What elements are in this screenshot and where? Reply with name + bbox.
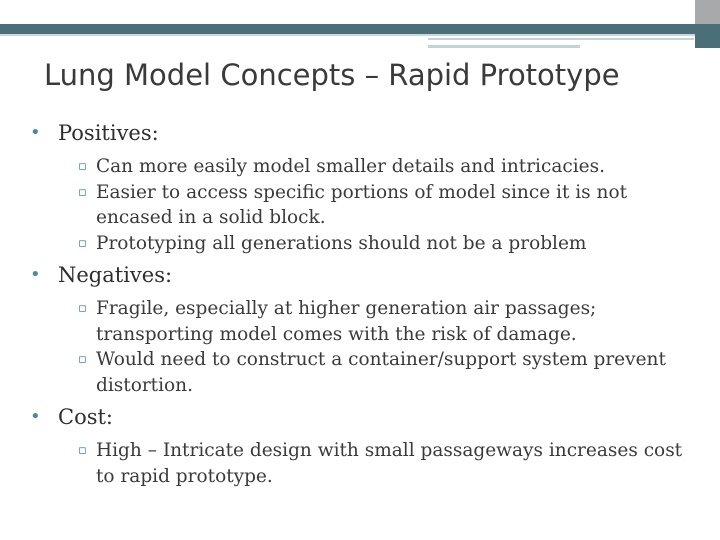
square-bullet-icon: ▫: [78, 443, 87, 458]
list-item-text: Fragile, especially at higher generation air passages; transporting model comes with the risk of damage.: [96, 298, 597, 345]
list-item: [28, 438, 688, 489]
list-item-text: High – Intricate design with small passageways increases cost to rapid prototype.: [96, 440, 683, 487]
section-heading: Cost:: [58, 405, 114, 429]
list-item-text: Easier to access specific portions of model since it is not encased in a solid block.: [96, 181, 628, 228]
list-item: [28, 347, 688, 398]
square-bullet-icon: ▫: [78, 352, 87, 367]
bullet-positives: [28, 120, 688, 146]
list-item-text: Would need to construct a container/support system prevent distortion.: [96, 349, 666, 396]
square-bullet-icon: ▫: [78, 301, 87, 316]
list-item: [28, 154, 688, 180]
sub-list-negatives: [28, 296, 688, 398]
square-bullet-icon: ▫: [78, 235, 87, 251]
bullet-negatives: [28, 262, 688, 288]
square-bullet-icon: ▫: [78, 184, 87, 200]
square-bullet-icon: ▫: [78, 159, 87, 174]
list-item: [28, 231, 688, 257]
header-band: [0, 24, 720, 34]
list-item: [28, 180, 688, 231]
section-heading: Positives:: [58, 121, 159, 145]
bullet-dot-icon: •: [30, 264, 41, 285]
slide-content: [28, 120, 688, 495]
sub-list-positives: [28, 154, 688, 256]
list-item-text: Prototyping all generations should not be a problem: [96, 232, 587, 254]
corner-block-teal: [695, 24, 720, 48]
bullet-cost: [28, 404, 688, 430]
bullet-dot-icon: •: [30, 122, 41, 143]
bullet-dot-icon: •: [30, 406, 41, 427]
header-band-highlight: [0, 34, 720, 36]
section-heading: Negatives:: [58, 263, 173, 287]
list-item: [28, 296, 688, 347]
accent-line: [428, 38, 694, 40]
corner-block-gray: [695, 0, 720, 24]
accent-line-short: [428, 45, 580, 48]
list-item-text: Can more easily model smaller details and intricacies.: [96, 156, 605, 177]
sub-list-cost: [28, 438, 688, 489]
slide-title: Lung Model Concepts – Rapid Prototype: [44, 58, 620, 92]
